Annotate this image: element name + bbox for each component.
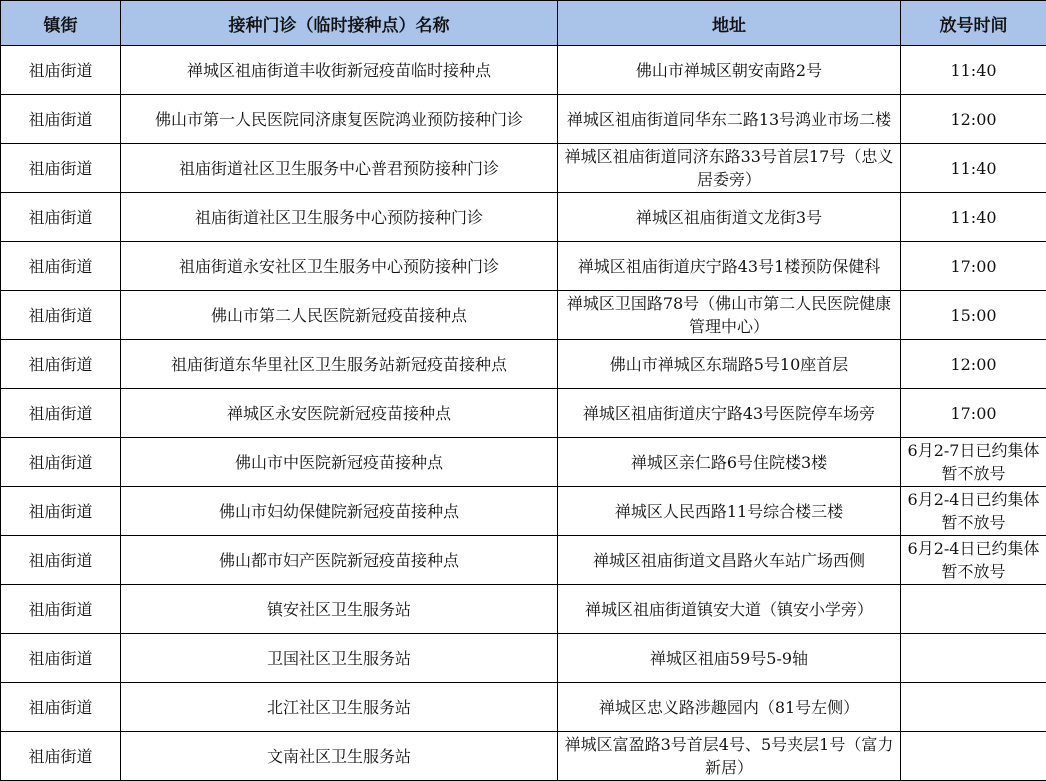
cell-clinic: 祖庙街道社区卫生服务中心预防接种门诊 [121,193,558,242]
cell-time: 11:40 [901,193,1046,242]
cell-time: 12:00 [901,95,1046,144]
cell-district: 祖庙街道 [1,144,121,193]
cell-time [901,585,1046,634]
cell-address: 禅城区祖庙街道同华东二路13号鸿业市场二楼 [558,95,901,144]
cell-time: 6月2-4日已约集体暂不放号 [901,536,1046,585]
cell-time: 6月2-7日已约集体暂不放号 [901,438,1046,487]
cell-clinic: 镇安社区卫生服务站 [121,585,558,634]
cell-address: 禅城区亲仁路6号住院楼3楼 [558,438,901,487]
cell-district: 祖庙街道 [1,634,121,683]
cell-address: 禅城区忠义路涉趣园内（81号左侧） [558,683,901,732]
table-row [1,389,1046,438]
cell-district: 祖庙街道 [1,585,121,634]
cell-time: 11:40 [901,46,1046,95]
cell-clinic: 佛山市第一人民医院同济康复医院鸿业预防接种门诊 [121,95,558,144]
cell-address: 禅城区祖庙街道文龙街3号 [558,193,901,242]
cell-clinic: 祖庙街道永安社区卫生服务中心预防接种门诊 [121,242,558,291]
table-row [1,242,1046,291]
table-row [1,193,1046,242]
cell-time [901,683,1046,732]
cell-district: 祖庙街道 [1,438,121,487]
table-row [1,46,1046,95]
cell-clinic: 北江社区卫生服务站 [121,683,558,732]
cell-time: 6月2-4日已约集体暂不放号 [901,487,1046,536]
header-clinic: 接种门诊（临时接种点）名称 [121,1,558,46]
cell-district: 祖庙街道 [1,487,121,536]
cell-address: 禅城区卫国路78号（佛山市第二人民医院健康管理中心） [558,291,901,340]
table-row [1,585,1046,634]
cell-address: 禅城区祖庙街道庆宁路43号1楼预防保健科 [558,242,901,291]
cell-address: 禅城区祖庙街道同济东路33号首层17号（忠义居委旁） [558,144,901,193]
cell-clinic: 禅城区祖庙街道丰收街新冠疫苗临时接种点 [121,46,558,95]
cell-address: 禅城区富盈路3号首层4号、5号夹层1号（富力新居） [558,732,901,781]
cell-clinic: 祖庙街道东华里社区卫生服务站新冠疫苗接种点 [121,340,558,389]
table-row [1,291,1046,340]
table-row [1,487,1046,536]
table-row [1,634,1046,683]
cell-time: 17:00 [901,389,1046,438]
table-row [1,144,1046,193]
cell-district: 祖庙街道 [1,193,121,242]
table-row [1,683,1046,732]
cell-district: 祖庙街道 [1,291,121,340]
cell-clinic: 佛山市中医院新冠疫苗接种点 [121,438,558,487]
header-district: 镇街 [1,1,121,46]
cell-address: 禅城区祖庙59号5-9轴 [558,634,901,683]
cell-clinic: 禅城区永安医院新冠疫苗接种点 [121,389,558,438]
header-row [1,1,1046,46]
table-row [1,536,1046,585]
table-row [1,732,1046,781]
cell-time: 11:40 [901,144,1046,193]
cell-district: 祖庙街道 [1,732,121,781]
cell-district: 祖庙街道 [1,389,121,438]
cell-district: 祖庙街道 [1,536,121,585]
cell-address: 禅城区祖庙街道镇安大道（镇安小学旁） [558,585,901,634]
table-row [1,95,1046,144]
cell-time: 12:00 [901,340,1046,389]
cell-district: 祖庙街道 [1,340,121,389]
cell-district: 祖庙街道 [1,95,121,144]
table-row [1,340,1046,389]
header-address: 地址 [558,1,901,46]
cell-clinic: 佛山市第二人民医院新冠疫苗接种点 [121,291,558,340]
cell-clinic: 卫国社区卫生服务站 [121,634,558,683]
cell-address: 禅城区人民西路11号综合楼三楼 [558,487,901,536]
cell-district: 祖庙街道 [1,242,121,291]
cell-clinic: 佛山市妇幼保健院新冠疫苗接种点 [121,487,558,536]
cell-district: 祖庙街道 [1,46,121,95]
cell-address: 佛山市禅城区朝安南路2号 [558,46,901,95]
cell-time: 15:00 [901,291,1046,340]
cell-address: 佛山市禅城区东瑞路5号10座首层 [558,340,901,389]
cell-clinic: 佛山都市妇产医院新冠疫苗接种点 [121,536,558,585]
cell-time: 17:00 [901,242,1046,291]
cell-time [901,634,1046,683]
cell-district: 祖庙街道 [1,683,121,732]
cell-time [901,732,1046,781]
header-time: 放号时间 [901,1,1046,46]
table-row [1,438,1046,487]
cell-clinic: 文南社区卫生服务站 [121,732,558,781]
cell-clinic: 祖庙街道社区卫生服务中心普君预防接种门诊 [121,144,558,193]
cell-address: 禅城区祖庙街道庆宁路43号医院停车场旁 [558,389,901,438]
cell-address: 禅城区祖庙街道文昌路火车站广场西侧 [558,536,901,585]
